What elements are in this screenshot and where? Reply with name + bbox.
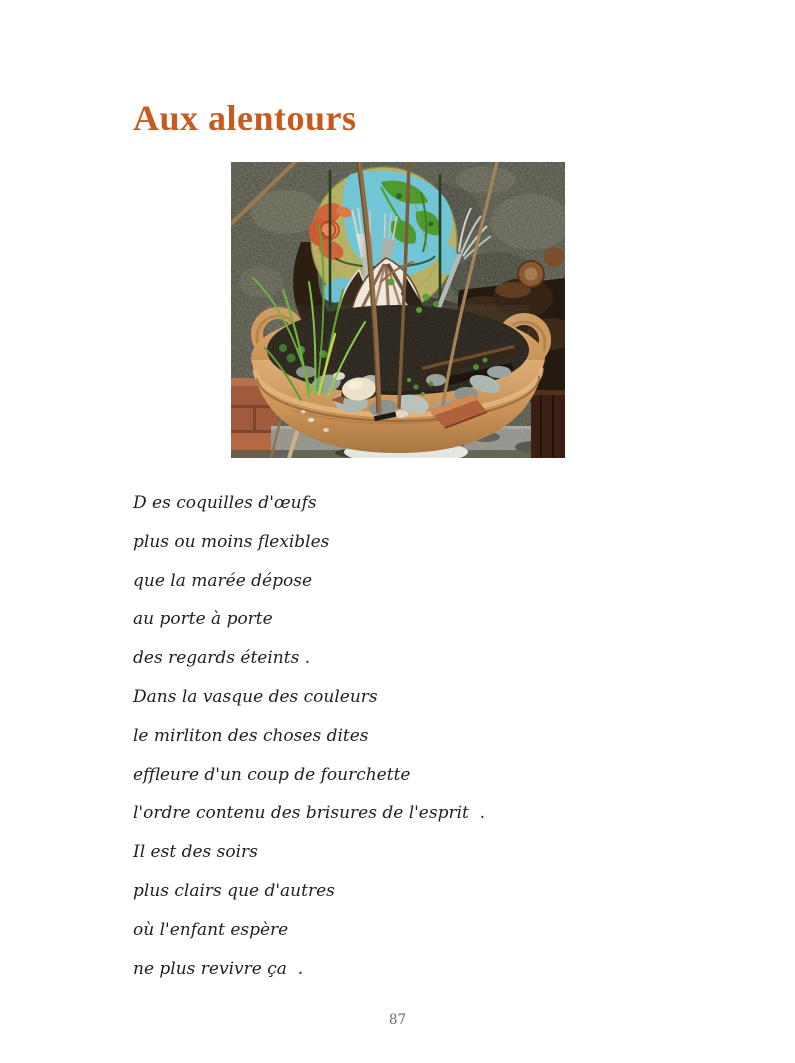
poem-line: le mirliton des choses dites <box>133 725 369 746</box>
poem-line: ne plus revivre ça . <box>133 958 304 979</box>
poem-line: plus ou moins flexibles <box>133 531 330 552</box>
wood-plank-right <box>531 390 565 458</box>
page-number: 87 <box>388 1012 407 1028</box>
poem-line: au porte à porte <box>133 609 273 630</box>
page-title: Aux alentours <box>133 98 357 138</box>
poem-line: des regards éteints . <box>133 648 311 669</box>
terracotta-pot-assemblage-photo <box>231 162 565 458</box>
poem-line: plus clairs que d'autres <box>133 880 335 901</box>
poem-line: où l'enfant espère <box>133 919 289 940</box>
poem-line: que la marée dépose <box>133 570 313 591</box>
poem-line: l'ordre contenu des brisures de l'esprit . <box>133 803 486 824</box>
poem-line: Dans la vasque des couleurs <box>133 686 378 707</box>
poem-line: Il est des soirs <box>133 842 258 863</box>
poem-line: effleure d'un coup de fourchette <box>133 764 411 785</box>
poem <box>133 484 485 988</box>
poem-line: D es coquilles d'œufs <box>133 493 317 513</box>
photo-illustration <box>231 162 565 458</box>
